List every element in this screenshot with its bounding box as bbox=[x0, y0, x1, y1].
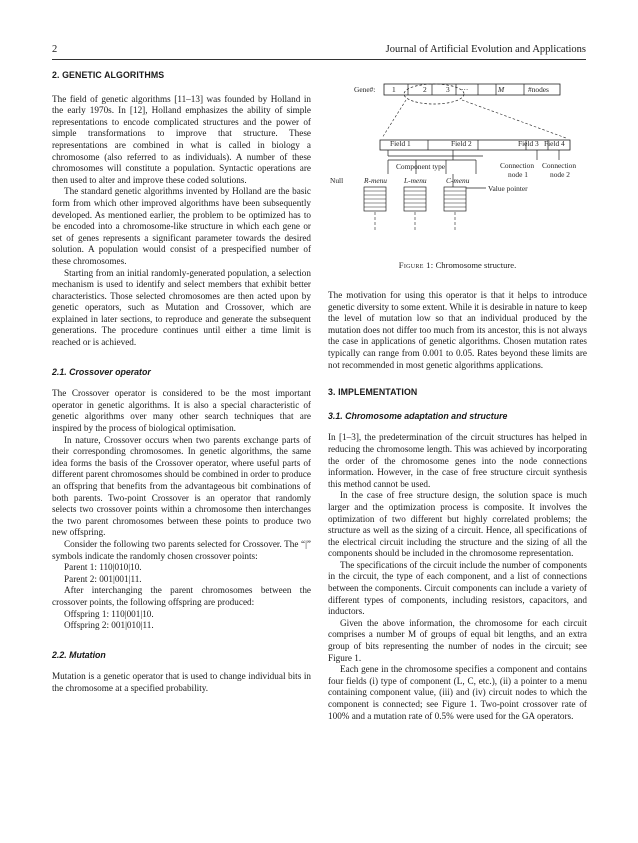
section-2-1-heading: 2.1. Crossover operator bbox=[52, 366, 151, 377]
connection-node-1: node 1 bbox=[508, 170, 528, 179]
left-column bbox=[52, 70, 311, 695]
gene-cell: #nodes bbox=[528, 85, 549, 94]
menu-label: L-menu bbox=[404, 176, 427, 185]
field-label: Field 2 bbox=[451, 139, 472, 148]
gene-cell: M bbox=[498, 85, 505, 94]
paragraph: The specifications of the circuit include the number of components in the circuit, the type of each component, and a list of connections between the components. Circuit components can include a variety of different types of components, including resistors, capacitors, and inductors. bbox=[328, 559, 587, 617]
paragraph: The Crossover operator is considered to be the most important operator in genetic algorithms. It is also a special characteristic of genetic algorithms over many other search techniques that are inspired by the process of biological optimisation. bbox=[52, 388, 311, 434]
parent-2: Parent 2: 001|001|11. bbox=[64, 573, 142, 584]
gene-cell: 3 bbox=[446, 85, 450, 94]
paragraph: The standard genetic algorithms invented by Holland are the basic form from which other improved algorithms have been subsequently developed. As mentioned earlier, the problem to be optimized has to be encoded into a chromosome-like structure in which each gene or set of genes represents a significant parameter towards the desired solution. A population would consist of a prespecified number of these chromosomes. bbox=[52, 186, 311, 266]
field-label: Field 4 bbox=[544, 139, 565, 148]
paragraph: Each gene in the chromosome specifies a component and contains four fields (i) type of component (L, C, etc.), (ii) a pointer to a menu containing component value, (iii) and (iv) circuit nodes to which the component is connected; see Figure 1. Two-point crossover rate of 100% and a mutation rate of 0.5% were used for the GA operators. bbox=[328, 664, 587, 721]
gene-cell: ··· bbox=[461, 85, 469, 94]
figure-caption bbox=[328, 260, 587, 272]
figure-caption-text: Chromosome structure. bbox=[435, 260, 517, 270]
component-type-label: Component type bbox=[396, 162, 446, 171]
parent-1: Parent 1: 110|010|10. bbox=[64, 562, 142, 573]
gene-cell: 2 bbox=[423, 85, 427, 94]
figure-caption-label: Figure 1: bbox=[398, 260, 434, 270]
paragraph: After interchanging the parent chromosomes between the crossover points, the following offspring are produced: bbox=[52, 585, 311, 607]
offspring-2: Offspring 2: 001|010|11. bbox=[64, 620, 154, 631]
paragraph: In the case of free structure design, the solution space is much larger and the optimization process is composite. It involves the optimization of two different but highly correlated problems; the structure as well as the sizing of a circuit. Hence, all specifications of the electrical circuit including the structure and the sizing of all the components should be included in the chromosome representation. bbox=[328, 490, 587, 559]
paragraph: Mutation is a genetic operator that is used to change individual bits in the chromosome at a specified probability. bbox=[52, 671, 311, 693]
menu-label: R-menu bbox=[364, 176, 387, 185]
paragraph: Starting from an initial randomly-generated population, a selection mechanism is used to identify and select members that exhibit better characteristics. Those selected chromosomes are then acted upon by genetic operators, such as Mutation and Crossover, which are explained in later sections, to reproduce and generate the subsequent generations. The procedure continues until either a time limit is reached or is achieved. bbox=[52, 267, 311, 348]
paragraph: In [1–3], the predetermination of the circuit structures has helped in reducing the chromosome length. This was achieved by incorporating the order of the chromosome genes into the node connections information. However, in the case of free structure circuit synthesis this method cannot be used. bbox=[328, 432, 587, 489]
paragraph: Consider the following two parents selected for Crossover. The “|” symbols indicate the randomly chosen crossover points: bbox=[52, 538, 311, 561]
paragraph: The motivation for using this operator is that it helps to introduce genetic diversity to some extent. While it is desirable in nature to keep the level of mutation low so that an individual produced by the mutation does not differ too much from its ancestor, this is not always the case in applications of genetic algorithms. Chosen mutation rates typically can range from 0.001 to 0.05. Rates beyond these limits are not recommended in most genetic algorithms applications. bbox=[328, 290, 587, 370]
section-3-heading: 3. IMPLEMENTATION bbox=[328, 387, 418, 398]
figure-1 bbox=[328, 80, 587, 280]
field-label: Field 1 bbox=[390, 139, 411, 148]
chromosome-diagram bbox=[328, 80, 587, 260]
paragraph: In nature, Crossover occurs when two parents exchange parts of their corresponding chromosomes. In genetic algorithms, the same idea forms the basis of the Crossover operator, where useful parts of different parent chromosomes should be combined in order to produce an offspring that benefits from the advantageous bit combinations of both parents. Two-point Crossover is an operator that randomly selects two crossover points within a chromosome then interchanges the two parent chromosomes between these points to produce two new offspring. bbox=[52, 434, 311, 538]
c-menu-stack bbox=[444, 187, 466, 230]
section-2-2-heading: 2.2. Mutation bbox=[52, 649, 106, 660]
paragraph: Given the above information, the chromosome for each circuit comprises a number M of groups of equal bit lengths, and an extra group of bits representing the number of nodes in the circuit; see Figure 1. bbox=[328, 617, 587, 663]
gene-label: Gene#: bbox=[354, 85, 376, 94]
header-rule bbox=[52, 59, 586, 60]
connection-node-2: Connection bbox=[542, 161, 577, 170]
journal-title: Journal of Artificial Evolution and Applications bbox=[385, 44, 586, 55]
gene-cell: 1 bbox=[392, 85, 396, 94]
section-3-1-heading: 3.1. Chromosome adaptation and structure bbox=[328, 410, 508, 421]
right-column bbox=[328, 80, 587, 722]
field-label: Field 3 bbox=[518, 139, 539, 148]
l-menu-stack bbox=[404, 187, 426, 230]
gene-highlight bbox=[404, 84, 464, 104]
paragraph: The field of genetic algorithms [11–13] was founded by Holland in the early 1970s. In [12], Holland emphasizes the ability of simple representations to encode complicated structures and the power of simple transformations to improve that structure. These representations are combined in what is called in biology a chromosome (also referred to as individuals). A number of these chromosomes will constitute a population. Syntactic operations are then used to alter and improve these coded solutions. bbox=[52, 93, 311, 185]
connection-node-2: node 2 bbox=[550, 170, 570, 179]
section-2-heading: 2. GENETIC ALGORITHMS bbox=[52, 70, 165, 80]
r-menu-stack bbox=[364, 187, 386, 230]
menu-label: C-menu bbox=[446, 176, 470, 185]
value-pointer-label: Value pointer bbox=[488, 184, 528, 193]
menu-label: Null bbox=[330, 176, 344, 185]
offspring-1: Offspring 1: 110|001|10. bbox=[64, 608, 154, 619]
page-number: 2 bbox=[52, 44, 58, 55]
connection-node-1: Connection bbox=[500, 161, 535, 170]
